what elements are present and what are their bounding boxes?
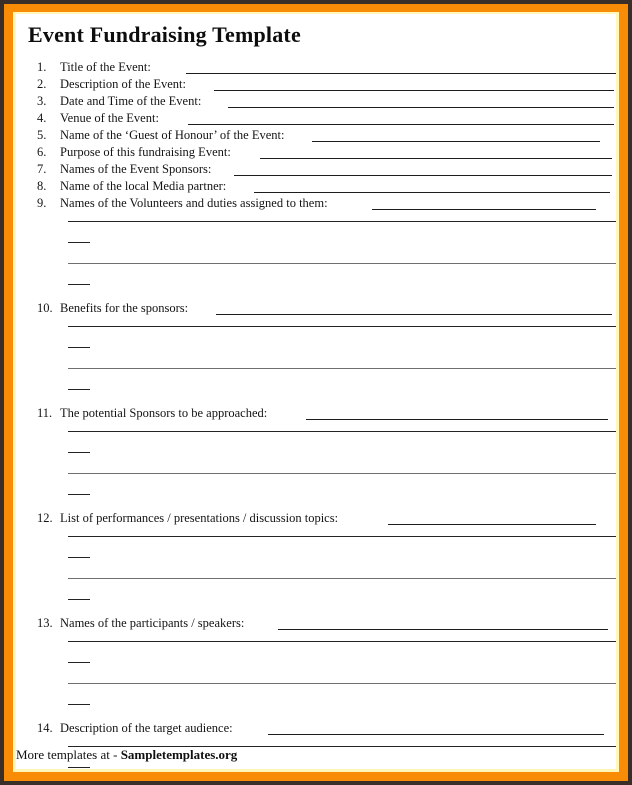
field-number: 5. (37, 128, 47, 142)
field-continuation-line[interactable] (68, 641, 616, 642)
field-continuation-stub[interactable] (68, 662, 90, 663)
field-label: Description of the target audience: (60, 721, 233, 735)
field-label: Names of the Volunteers and duties assigned to them: (60, 196, 328, 210)
field-continuation-block (16, 213, 616, 305)
field-number: 12. (37, 511, 53, 525)
field-number: 11. (37, 406, 53, 420)
field-label: Venue of the Event: (60, 111, 159, 125)
field-input-line[interactable] (216, 314, 612, 315)
field-number: 13. (37, 616, 53, 630)
form-field-row (16, 162, 616, 179)
footer-text (16, 747, 237, 763)
field-label: The potential Sponsors to be approached: (60, 406, 268, 420)
field-continuation-block (16, 528, 616, 620)
field-continuation-stub[interactable] (68, 557, 90, 558)
form-field-row (16, 111, 616, 128)
field-continuation-line[interactable] (68, 536, 616, 537)
form-field-row (16, 196, 616, 213)
field-number: 1. (37, 60, 47, 74)
field-label: Benefits for the sponsors: (60, 301, 189, 315)
field-label: Title of the Event: (60, 60, 151, 74)
field-label: Description of the Event: (60, 77, 187, 91)
form-field-row (16, 179, 616, 196)
field-continuation-stub[interactable] (68, 347, 90, 348)
field-input-line[interactable] (268, 734, 604, 735)
field-number: 9. (37, 196, 47, 210)
field-input-line[interactable] (188, 124, 614, 125)
field-continuation-line[interactable] (68, 431, 616, 432)
field-input-line[interactable] (228, 107, 614, 108)
footer-site-name: Sampletemplates.org (120, 747, 238, 762)
field-label: Name of the ‘Guest of Honour’ of the Event: (60, 128, 285, 142)
field-continuation-stub[interactable] (68, 599, 90, 600)
field-number: 10. (37, 301, 53, 315)
field-input-line[interactable] (278, 629, 608, 630)
field-number: 6. (37, 145, 47, 159)
field-continuation-stub[interactable] (68, 704, 90, 705)
field-input-line[interactable] (186, 73, 616, 74)
field-continuation-block (16, 318, 616, 410)
field-continuation-stub[interactable] (68, 767, 90, 768)
field-label: List of performances / presentations / discussion topics: (60, 511, 339, 525)
field-continuation-stub[interactable] (68, 494, 90, 495)
field-label: Date and Time of the Event: (60, 94, 202, 108)
field-number: 8. (37, 179, 47, 193)
field-continuation-block (16, 633, 616, 725)
form-field-row (16, 77, 616, 94)
field-input-line[interactable] (234, 175, 612, 176)
field-continuation-stub[interactable] (68, 242, 90, 243)
field-number: 4. (37, 111, 47, 125)
field-label: Purpose of this fundraising Event: (60, 145, 231, 159)
footer-prefix: More templates at - (16, 747, 121, 762)
field-number: 3. (37, 94, 47, 108)
field-continuation-line[interactable] (68, 368, 616, 369)
field-label: Name of the local Media partner: (60, 179, 227, 193)
field-continuation-stub[interactable] (68, 452, 90, 453)
field-continuation-line[interactable] (68, 326, 616, 327)
field-label: Names of the participants / speakers: (60, 616, 245, 630)
field-continuation-line[interactable] (68, 578, 616, 579)
field-number: 7. (37, 162, 47, 176)
form-field-row (16, 721, 616, 738)
document-title: Event Fundraising Template (28, 22, 301, 47)
form-field-row (16, 301, 616, 318)
field-input-line[interactable] (254, 192, 610, 193)
field-input-line[interactable] (214, 90, 614, 91)
numbered-field-list (16, 60, 616, 769)
field-number: 2. (37, 77, 47, 91)
field-continuation-stub[interactable] (68, 284, 90, 285)
paper-sheet (16, 14, 616, 769)
form-field-row (16, 94, 616, 111)
field-continuation-line[interactable] (68, 221, 616, 222)
field-continuation-line[interactable] (68, 473, 616, 474)
form-field-row (16, 616, 616, 633)
field-continuation-block (16, 423, 616, 515)
form-field-row (16, 511, 616, 528)
field-input-line[interactable] (372, 209, 596, 210)
field-input-line[interactable] (260, 158, 612, 159)
form-field-row (16, 145, 616, 162)
field-continuation-stub[interactable] (68, 389, 90, 390)
field-input-line[interactable] (312, 141, 600, 142)
form-field-row (16, 60, 616, 77)
field-input-line[interactable] (306, 419, 608, 420)
field-continuation-line[interactable] (68, 683, 616, 684)
field-input-line[interactable] (388, 524, 596, 525)
form-field-row (16, 128, 616, 145)
field-label: Names of the Event Sponsors: (60, 162, 212, 176)
field-number: 14. (37, 721, 53, 735)
form-field-row (16, 406, 616, 423)
field-continuation-line[interactable] (68, 263, 616, 264)
